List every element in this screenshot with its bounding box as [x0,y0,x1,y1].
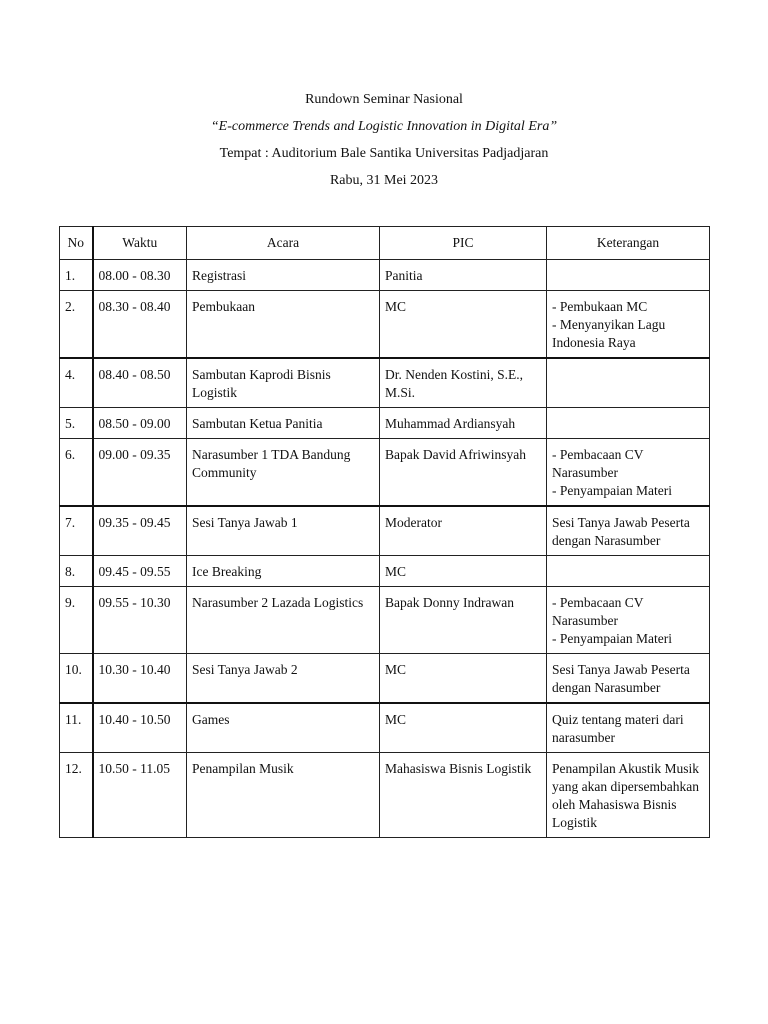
table-row [60,506,710,556]
document-title: Rundown Seminar Nasional [305,92,463,107]
table-row [60,439,710,507]
cell-no: 12. [60,753,93,838]
table-row [60,703,710,753]
cell-no: 11. [60,703,93,753]
keterangan-line: - Menyanyikan Lagu Indonesia Raya [552,317,666,350]
cell-acara: Ice Breaking [187,556,380,587]
document-subtitle: “E-commerce Trends and Logistic Innovation in Digital Era” [210,119,558,134]
cell-keterangan [547,291,710,359]
table-row [60,291,710,359]
cell-keterangan [547,703,710,753]
table-row [60,260,710,291]
cell-keterangan [547,587,710,654]
cell-keterangan [547,439,710,507]
cell-waktu: 08.00 - 08.30 [93,260,187,291]
cell-keterangan [547,753,710,838]
cell-no: 7. [60,506,93,556]
cell-keterangan [547,408,710,439]
cell-acara: Registrasi [187,260,380,291]
table-row [60,358,710,408]
table-row [60,556,710,587]
cell-acara: Sambutan Kaprodi Bisnis Logistik [187,358,380,408]
keterangan-line: - Penyampaian Materi [552,631,672,646]
cell-pic: MC [380,556,547,587]
column-header-no: No [60,227,93,260]
cell-pic: Bapak David Afriwinsyah [380,439,547,507]
cell-keterangan [547,260,710,291]
cell-waktu: 09.35 - 09.45 [93,506,187,556]
table-row [60,408,710,439]
cell-no: 4. [60,358,93,408]
cell-acara: Pembukaan [187,291,380,359]
column-header-acara: Acara [187,227,380,260]
column-header-waktu: Waktu [93,227,187,260]
table-body [60,260,710,838]
document-header [0,90,768,198]
cell-pic: Bapak Donny Indrawan [380,587,547,654]
cell-pic: MC [380,291,547,359]
rundown-table [59,226,710,838]
cell-acara: Sambutan Ketua Panitia [187,408,380,439]
cell-waktu: 10.50 - 11.05 [93,753,187,838]
table-header-row [60,227,710,260]
cell-no: 2. [60,291,93,359]
date-line: Rabu, 31 Mei 2023 [329,173,439,188]
keterangan-line: - Pembukaan MC [552,299,648,314]
cell-acara: Narasumber 2 Lazada Logistics [187,587,380,654]
table-row [60,654,710,704]
cell-keterangan [547,506,710,556]
cell-no: 8. [60,556,93,587]
cell-waktu: 08.40 - 08.50 [93,358,187,408]
cell-waktu: 09.45 - 09.55 [93,556,187,587]
cell-keterangan [547,556,710,587]
cell-pic: Panitia [380,260,547,291]
cell-waktu: 10.40 - 10.50 [93,703,187,753]
cell-waktu: 08.50 - 09.00 [93,408,187,439]
cell-acara: Penampilan Musik [187,753,380,838]
cell-pic: Moderator [380,506,547,556]
table-row [60,587,710,654]
table-row [60,753,710,838]
keterangan-line: Sesi Tanya Jawab Peserta dengan Narasumber [552,662,690,695]
cell-no: 9. [60,587,93,654]
keterangan-line: Sesi Tanya Jawab Peserta dengan Narasumber [552,515,690,548]
keterangan-line: - Pembacaan CV Narasumber [552,595,644,628]
column-header-pic: PIC [380,227,547,260]
cell-pic: MC [380,703,547,753]
cell-keterangan [547,654,710,704]
venue-line: Tempat : Auditorium Bale Santika Universitas Padjadjaran [219,146,549,161]
cell-acara: Narasumber 1 TDA Bandung Community [187,439,380,507]
cell-no: 6. [60,439,93,507]
cell-keterangan [547,358,710,408]
cell-no: 5. [60,408,93,439]
cell-acara: Sesi Tanya Jawab 2 [187,654,380,704]
keterangan-line: - Penyampaian Materi [552,483,672,498]
keterangan-line: Penampilan Akustik Musik yang akan dipersembahkan oleh Mahasiswa Bisnis Logistik [552,761,700,830]
cell-pic: Mahasiswa Bisnis Logistik [380,753,547,838]
cell-waktu: 10.30 - 10.40 [93,654,187,704]
cell-waktu: 09.00 - 09.35 [93,439,187,507]
keterangan-line: Quiz tentang materi dari narasumber [552,712,684,745]
cell-waktu: 08.30 - 08.40 [93,291,187,359]
keterangan-line: - Pembacaan CV Narasumber [552,447,644,480]
column-header-keterangan: Keterangan [547,227,710,260]
cell-pic: Dr. Nenden Kostini, S.E., M.Si. [380,358,547,408]
cell-pic: Muhammad Ardiansyah [380,408,547,439]
cell-acara: Sesi Tanya Jawab 1 [187,506,380,556]
cell-no: 10. [60,654,93,704]
cell-pic: MC [380,654,547,704]
cell-acara: Games [187,703,380,753]
cell-waktu: 09.55 - 10.30 [93,587,187,654]
cell-no: 1. [60,260,93,291]
